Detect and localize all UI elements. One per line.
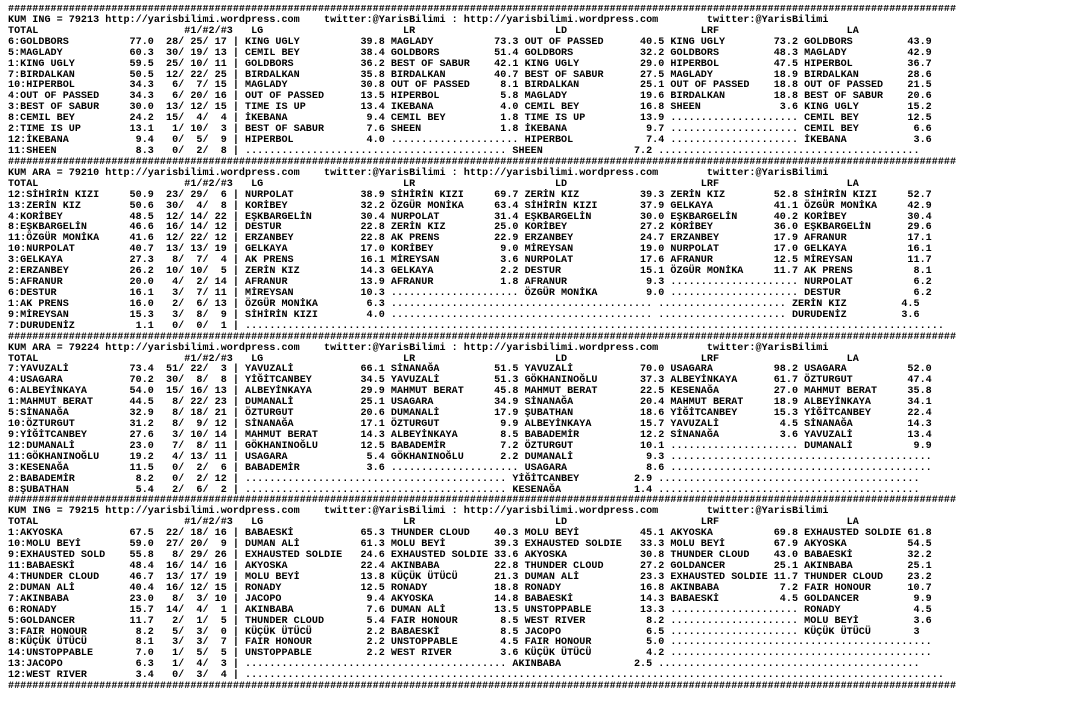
table-row: 10:MOLU BEYİ 59.0 27/ 20/ 9 | DUMAN ALİ 61.3 MOLU BEYİ 39.3 EXHAUSTED SOLDIE 33.3 MOLU BEYİ 67.9 AKYOSKA 54.5	[8, 539, 932, 551]
table-row: 11:GÖKHANINOĞLU 19.2 4/ 13/ 11 | USAGARA 5.4 GÖKHANINOĞLU 2.2 DUMANALİ 9.3 ...........................................	[8, 451, 932, 463]
table-row: 1:KING UGLY 59.5 25/ 10/ 11 | GOLDBORS 36.2 BEST OF SABUR 42.1 KING UGLY 29.0 HIPERBOL 47.5 HIPERBOL 36.7	[8, 58, 932, 70]
table-row: 8:ŞUBATHAN 5.4 2/ 6/ 2 | ........................................... KESENAĞA 1.4 ...........................................	[8, 484, 920, 496]
table-row: 3:GELKAYA 27.3 8/ 7/ 4 | AK PRENS 16.1 MİREYSAN 3.6 NURPOLAT 17.6 AFRANUR 12.5 MİREYSAN 11.7	[8, 255, 932, 267]
table-row: 9:EXHAUSTED SOLD 55.8 8/ 29/ 26 | EXHAUSTED SOLDIE 24.6 EXHAUSTED SOLDIE 33.6 AKYOSKA 30.8 THUNDER CLOUD 43.0 BABAESKİ 32.2	[8, 550, 932, 562]
table-row: 2:BABADEMİR 8.2 0/ 2/ 12 | ........................................... YİĞİTCANBEY 2.9 ...........................................	[8, 473, 920, 485]
table-row: 2:ERZANBEY 26.2 10/ 10/ 5 | ZERİN KIZ 14.3 GELKAYA 2.2 DESTUR 15.1 ÖZGÜR MONİKA 11.7 AK PRENS 8.1	[8, 266, 932, 278]
table-row: 12:DUMANALİ 23.0 7/ 8/ 11 | GÖKHANINOĞLU 12.5 BABADEMİR 7.2 ÖZTURGUT 10.1 ..................... DUMANALİ 9.9	[8, 440, 932, 452]
table-row: 5:SİNANAĞA 32.9 8/ 18/ 21 | ÖZTURGUT 20.6 DUMANALİ 17.9 ŞUBATHAN 18.6 YİĞİTCANBEY 15.3 YİĞİTCANBEY 22.4	[8, 408, 932, 420]
race-header: KUM ING = 79215 http://yarisbilimi.wordpress.com twitter:@YarisBilimi : http://yarisbilimi.wordpress.com twitter:@YarisBilimi	[8, 506, 829, 518]
table-row: 1:AK PRENS 16.0 2/ 6/ 13 | ÖZGÜR MONİKA 6.3 ........................................... ..................... ZERİN KIZ 4.5	[8, 298, 920, 310]
table-row: 7:YAVUZALİ 73.4 51/ 22/ 3 | YAVUZALİ 66.1 SİNANAĞA 51.5 YAVUZALİ 70.0 USAGARA 98.2 USAGARA 52.0	[8, 364, 932, 376]
table-row: 8:CEMIL BEY 24.2 15/ 4/ 4 | İKEBANA 9.4 CEMIL BEY 1.8 TIME IS UP 13.9 ..................... CEMIL BEY 12.5	[8, 113, 932, 125]
table-row: 5:GOLDANCER 11.7 2/ 1/ 5 | THUNDER CLOUD 5.4 FAIR HONOUR 8.5 WEST RIVER 8.2 ..................... MOLU BEYİ 3.6	[8, 615, 932, 627]
table-row: 6:DESTUR 16.1 3/ 7/ 11 | MİREYSAN 10.3 ..................... ÖZGÜR MONİKA 9.0 ..................... DESTUR 6.2	[8, 287, 932, 299]
table-row: 4:USAGARA 70.2 30/ 8/ 8 | YİĞİTCANBEY 34.5 YAVUZALİ 51.3 GÖKHANINOĞLU 37.3 ALBEYİNKAYA 61.7 ÖZTURGUT 47.4	[8, 375, 932, 387]
table-row: 8:KÜÇÜK ÜTÜCÜ 8.1 3/ 3/ 7 | FAIR HONOUR 2.2 UNSTOPPABLE 4.5 FAIR HONOUR 5.0 ...........................................	[8, 637, 932, 649]
table-row: 6:ALBEYİNKAYA 54.0 15/ 16/ 13 | ALBEYİNKAYA 29.9 MAHMUT BERAT 45.8 MAHMUT BERAT 22.5 KESENAĞA 27.0 MAHMUT BERAT 35.8	[8, 386, 932, 398]
race-header: KUM ING = 79213 http://yarisbilimi.wordpress.com twitter:@YarisBilimi : http://yarisbilimi.wordpress.com twitter:@YarisBilimi	[8, 14, 829, 26]
table-row: 12:SİHİRİN KIZI 50.9 23/ 29/ 6 | NURPOLAT 38.9 SİHİRİN KIZI 69.7 ZERİN KIZ 39.3 ZERİN KIZ 52.8 SİHİRİN KIZI 52.7	[8, 189, 932, 201]
table-row: 4:OUT OF PASSED 34.3 6/ 20/ 16 | OUT OF PASSED 13.5 HIPERBOL 5.8 MAGLADY 19.6 BIRDALKAN 18.8 BEST OF SABUR 20.6	[8, 91, 932, 103]
table-row: 3:KESENAĞA 11.5 0/ 2/ 6 | BABADEMİR 3.6 ..................... USAGARA 8.6 ...........................................	[8, 462, 932, 474]
table-row: 10:HIPERBOL 34.3 6/ 7/ 15 | MAGLADY 30.8 OUT OF PASSED 8.1 BIRDALKAN 25.1 OUT OF PASSED 18.8 OUT OF PASSED 21.5	[8, 80, 932, 92]
column-headers: TOTAL #1/#2/#3 LG LR LD LRF LA	[8, 25, 859, 37]
table-row: 2:DUMAN ALİ 40.4 16/ 12/ 15 | RONADY 12.5 RONADY 18.8 RONADY 16.8 AKINBABA 7.2 FAIR HONOUR 10.7	[8, 582, 932, 594]
separator-line: ############################################################################################################################################################	[8, 331, 957, 343]
table-row: 7:DURUDENİZ 1.1 0/ 0/ 1 | ...................................................................................................................	[8, 320, 944, 332]
table-row: 6:RONADY 15.7 14/ 4/ 1 | AKINBABA 7.6 DUMAN ALİ 13.5 UNSTOPPABLE 13.3 ..................... RONADY 4.5	[8, 604, 932, 616]
table-row: 2:TIME IS UP 13.1 1/ 10/ 3 | BEST OF SABUR 7.6 SHEEN 1.8 İKEBANA 9.7 ..................... CEMIL BEY 6.6	[8, 124, 932, 136]
table-row: 1:MAHMUT BERAT 44.5 8/ 22/ 23 | DUMANALİ 25.1 USAGARA 34.9 SİNANAĞA 20.4 MAHMUT BERAT 18.9 ALBEYİNKAYA 34.1	[8, 397, 932, 409]
table-row: 4:THUNDER CLOUD 46.7 13/ 17/ 19 | MOLU BEYİ 13.8 KÜÇÜK ÜTÜCÜ 21.3 DUMAN ALİ 23.3 EXHAUSTED SOLDIE 11.7 THUNDER CLOUD 23.2	[8, 571, 932, 583]
column-headers: TOTAL #1/#2/#3 LG LR LD LRF LA	[8, 517, 859, 529]
table-row: 4:KORİBEY 48.5 12/ 14/ 22 | EŞKBARGELİN 30.4 NURPOLAT 31.4 EŞKBARGELİN 30.0 EŞKBARGELİN 40.2 KORİBEY 30.4	[8, 211, 932, 223]
separator-line: ############################################################################################################################################################	[8, 681, 957, 693]
table-row: 12:WEST RIVER 3.4 0/ 3/ 4 | ...................................................................................................................	[8, 670, 944, 682]
table-row: 14:UNSTOPPABLE 7.0 1/ 5/ 5 | UNSTOPPABLE 2.2 WEST RIVER 3.6 KÜÇÜK ÜTÜCÜ 4.2 ...........................................	[8, 648, 932, 660]
table-row: 12:İKEBANA 9.4 0/ 5/ 9 | HIPERBOL 4.0 ..................... HIPERBOL 7.4 ..................... İKEBANA 3.6	[8, 135, 932, 147]
race-header: KUM ARA = 79224 http://yarisbilimi.wordpress.com twitter:@YarisBilimi : http://yarisbilimi.wordpress.com twitter:@YarisBilimi	[8, 342, 829, 354]
table-row: 11:SHEEN 8.3 0/ 2/ 8 | ........................................... SHEEN 7.2 ...........................................	[8, 145, 920, 157]
separator-line: ############################################################################################################################################################	[8, 495, 957, 507]
table-row: 10:ÖZTURGUT 31.2 8/ 9/ 12 | SİNANAĞA 17.1 ÖZTURGUT 9.9 ALBEYİNKAYA 15.7 YAVUZALİ 4.5 SİNANAĞA 14.3	[8, 419, 932, 431]
column-headers: TOTAL #1/#2/#3 LG LR LD LRF LA	[8, 353, 859, 365]
table-row: 9:YİĞİTCANBEY 27.6 3/ 10/ 14 | MAHMUT BERAT 14.3 ALBEYİNKAYA 8.5 BABADEMİR 12.2 SİNANAĞA 3.6 YAVUZALİ 13.4	[8, 429, 932, 441]
table-row: 11:BABAESKİ 48.4 16/ 14/ 16 | AKYOSKA 22.4 AKINBABA 22.8 THUNDER CLOUD 27.2 GOLDANCER 25.1 AKINBABA 25.1	[8, 561, 932, 573]
separator-line: ############################################################################################################################################################	[8, 156, 957, 168]
table-row: 6:GOLDBORS 77.0 28/ 25/ 17 | KING UGLY 39.8 MAGLADY 73.3 OUT OF PASSED 40.5 KING UGLY 73.2 GOLDBORS 43.9	[8, 36, 932, 48]
table-row: 9:MİREYSAN 15.3 3/ 8/ 9 | SİHİRİN KIZI 4.0 ........................................... ..................... DURUDENİZ 3.6	[8, 309, 920, 321]
table-row: 1:AKYOSKA 67.5 22/ 18/ 16 | BABAESKİ 65.3 THUNDER CLOUD 40.3 MOLU BEYİ 45.1 AKYOSKA 69.8 EXHAUSTED SOLDIE 61.8	[8, 528, 932, 540]
table-row: 3:BEST OF SABUR 30.0 13/ 12/ 15 | TIME IS UP 13.4 IKEBANA 4.0 CEMIL BEY 16.8 SHEEN 3.6 KING UGLY 15.2	[8, 102, 932, 114]
table-row: 13:ZERİN KIZ 50.6 30/ 4/ 8 | KORİBEY 32.2 ÖZGÜR MONİKA 63.4 SİHİRİN KIZI 37.9 GELKAYA 41.1 ÖZGÜR MONİKA 42.9	[8, 200, 932, 212]
table-row: 3:FAIR HONOUR 8.2 5/ 3/ 0 | KÜÇÜK ÜTÜCÜ 2.2 BABAESKİ 8.5 JACOPO 6.5 ..................... KÜÇÜK ÜTÜCÜ 3	[8, 626, 920, 638]
table-row: 5:AFRANUR 20.0 4/ 2/ 14 | AFRANUR 13.9 AFRANUR 1.8 AFRANUR 9.3 ..................... NURPOLAT 6.2	[8, 277, 932, 289]
table-row: 11:ÖZGÜR MONİKA 41.6 12/ 22/ 12 | ERZANBEY 22.8 AK PRENS 22.9 ERZANBEY 24.7 ERZANBEY 17.9 AFRANUR 17.1	[8, 233, 932, 245]
table-row: 10:NURPOLAT 40.7 13/ 13/ 19 | GELKAYA 17.0 KORİBEY 9.0 MİREYSAN 19.0 NURPOLAT 17.0 GELKAYA 16.1	[8, 244, 932, 256]
table-row: 5:MAGLADY 60.3 30/ 19/ 13 | CEMIL BEY 38.4 GOLDBORS 51.4 GOLDBORS 32.2 GOLDBORS 48.3 MAGLADY 42.9	[8, 47, 932, 59]
column-headers: TOTAL #1/#2/#3 LG LR LD LRF LA	[8, 178, 859, 190]
table-row: 7:BIRDALKAN 50.5 12/ 22/ 25 | BIRDALKAN 35.8 BIRDALKAN 40.7 BEST OF SABUR 27.5 MAGLADY 18.9 BIRDALKAN 28.6	[8, 69, 932, 81]
separator-line: ############################################################################################################################################################	[8, 5, 957, 15]
table-row: 13:JACOPO 6.3 1/ 4/ 3 | ........................................... AKINBABA 2.5 ...........................................	[8, 659, 920, 671]
race-report-document	[8, 5, 1077, 711]
table-row: 7:AKINBABA 23.0 8/ 3/ 10 | JACOPO 9.4 AKYOSKA 14.8 BABAESKİ 14.3 BABAESKİ 4.5 GOLDANCER 9.9	[8, 593, 932, 605]
table-row: 8:EŞKBARGELİN 46.6 16/ 14/ 12 | DESTUR 22.8 ZERİN KIZ 25.0 KORİBEY 27.2 KORİBEY 36.0 EŞKBARGELİN 29.6	[8, 222, 932, 234]
race-header: KUM ARA = 79210 http://yarisbilimi.wordpress.com twitter:@YarisBilimi : http://yarisbilimi.wordpress.com twitter:@YarisBilimi	[8, 167, 829, 179]
